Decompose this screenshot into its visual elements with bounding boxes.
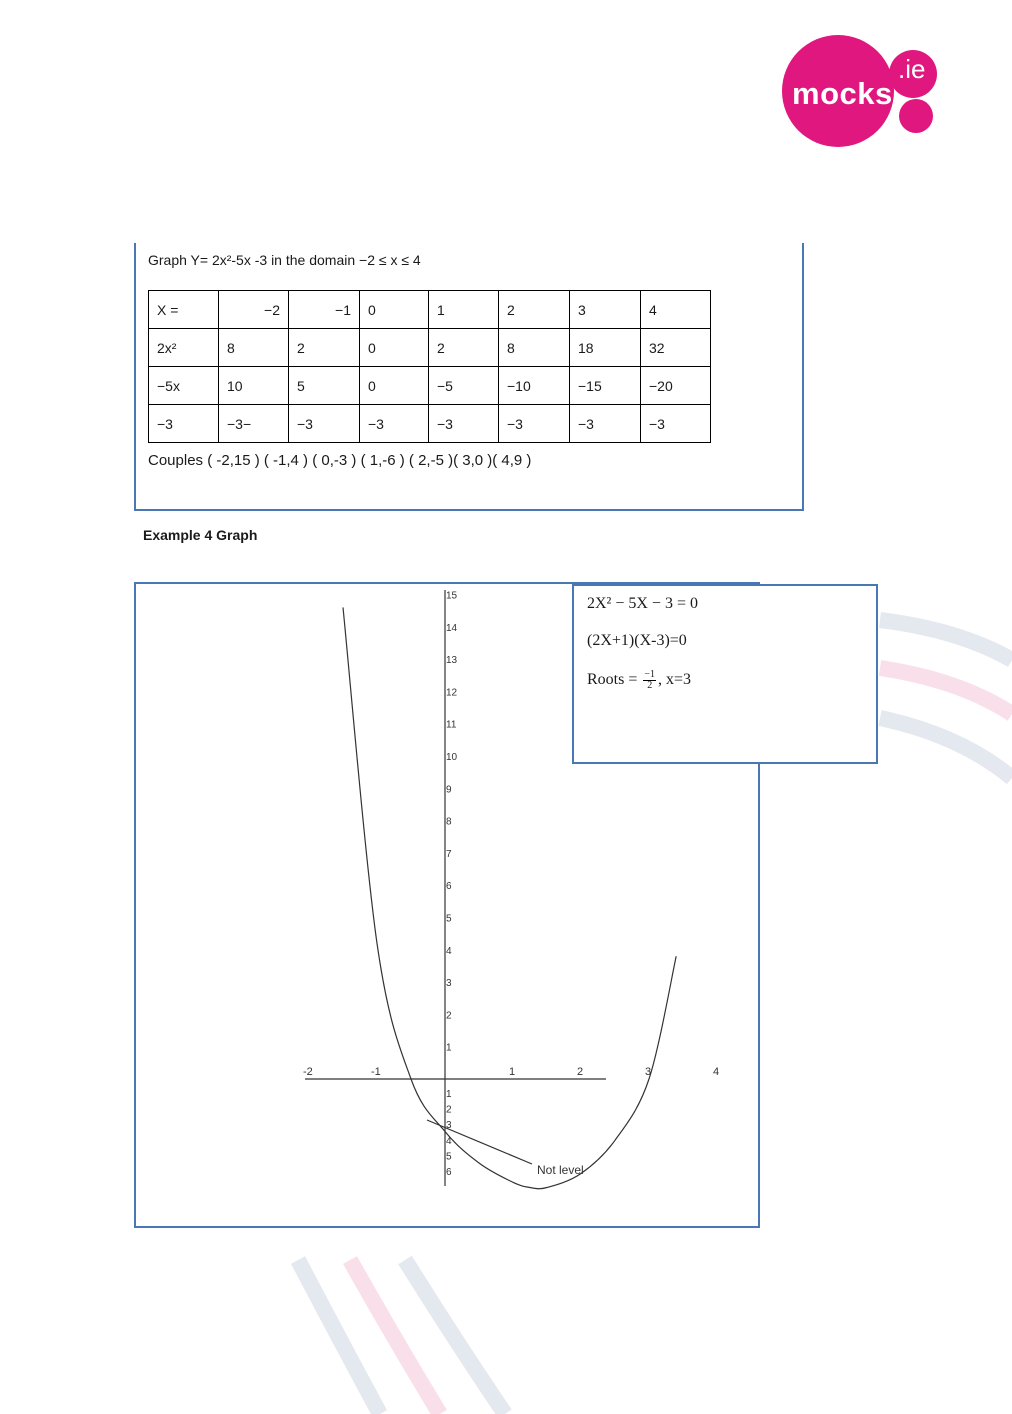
- table-cell: −10: [499, 367, 570, 405]
- tangent-segment: [427, 1120, 532, 1164]
- y-tick-label: 3: [446, 1120, 452, 1132]
- graph-instruction: Graph Y= 2x²-5x -3 in the domain −2 ≤ x ≤ 4: [148, 252, 421, 268]
- equation-box: [572, 584, 878, 764]
- y-tick-label: 3: [446, 978, 452, 990]
- y-tick-label: 15: [446, 590, 458, 602]
- table-cell: 0: [360, 367, 429, 405]
- y-tick-label: 2: [446, 1010, 452, 1022]
- table-cell: 18: [570, 329, 641, 367]
- table-cell: −3: [641, 405, 711, 443]
- couples-text: Couples ( -2,15 ) ( -1,4 ) ( 0,-3 ) ( 1,-6 ) ( 2,-5 )( 3,0 )( 4,9 ): [148, 452, 532, 469]
- y-tick-label: 13: [446, 655, 458, 667]
- table-cell: −15: [570, 367, 641, 405]
- table-cell: −3: [570, 405, 641, 443]
- table-cell: 3: [570, 291, 641, 329]
- example-heading: Example 4 Graph: [143, 527, 258, 543]
- logo-word: mocks: [792, 76, 893, 111]
- y-tick-label: 2: [446, 1104, 452, 1116]
- y-tick-label: 8: [446, 816, 452, 828]
- y-tick-label: 1: [446, 1042, 452, 1054]
- x-tick-label: -2: [303, 1066, 313, 1078]
- not-level-annotation: Not level: [537, 1163, 584, 1177]
- fraction-denominator: 2: [647, 680, 653, 691]
- x-tick-label: 2: [577, 1066, 584, 1078]
- y-tick-label: 10: [446, 752, 458, 763]
- y-tick-label: 9: [446, 784, 452, 796]
- y-tick-label: 5: [446, 1151, 452, 1163]
- table-cell: 10: [219, 367, 289, 405]
- fraction-numerator: −1: [644, 669, 656, 680]
- y-tick-label: 4: [446, 1135, 452, 1147]
- root-fraction: [643, 670, 656, 691]
- table-cell: −3: [360, 405, 429, 443]
- table-cell: −5x: [149, 367, 219, 405]
- x-tick-label: -1: [371, 1066, 381, 1078]
- table-cell: 0: [360, 329, 429, 367]
- table-cell: −5: [429, 367, 499, 405]
- table-cell: 1: [429, 291, 499, 329]
- factored-equation: (2X+1)(X-3)=0: [587, 632, 687, 649]
- table-cell: 2: [289, 329, 360, 367]
- x-tick-label: 1: [509, 1066, 516, 1078]
- x-tick-label: 3: [645, 1066, 652, 1078]
- table-cell: 0: [360, 291, 429, 329]
- table-cell: −3−: [219, 405, 289, 443]
- table-cell: −3: [289, 405, 360, 443]
- x-tick-label: 4: [713, 1066, 720, 1078]
- table-cell: −20: [641, 367, 711, 405]
- y-tick-label: 4: [446, 945, 452, 957]
- y-tick-label: 14: [446, 622, 458, 634]
- roots-line: [587, 670, 691, 691]
- table-cell: 8: [499, 329, 570, 367]
- table-cell: −3: [499, 405, 570, 443]
- table-cell: 5: [289, 367, 360, 405]
- y-tick-label: 12: [446, 687, 458, 699]
- table-cell: X =: [149, 291, 219, 329]
- roots-suffix: , x=3: [658, 671, 692, 689]
- y-tick-label: 5: [446, 913, 452, 925]
- y-tick-label: 6: [446, 1167, 452, 1178]
- y-tick-label: 1: [446, 1089, 452, 1100]
- table-cell: 2: [499, 291, 570, 329]
- y-tick-label: 7: [446, 848, 452, 860]
- y-tick-label: 6: [446, 881, 452, 893]
- table-cell: 32: [641, 329, 711, 367]
- table-cell: −3: [149, 405, 219, 443]
- table-cell: 4: [641, 291, 711, 329]
- y-tick-label: 11: [446, 719, 457, 731]
- logo-suffix: .ie: [898, 54, 926, 84]
- table-cell: 2x²: [149, 329, 219, 367]
- table-cell: 8: [219, 329, 289, 367]
- table-cell: −1: [289, 291, 360, 329]
- table-cell: 2: [429, 329, 499, 367]
- table-cell: −2: [219, 291, 289, 329]
- equation-line: 2X² − 5X − 3 = 0: [587, 595, 698, 612]
- roots-prefix: Roots =: [587, 671, 638, 689]
- table-cell: −3: [429, 405, 499, 443]
